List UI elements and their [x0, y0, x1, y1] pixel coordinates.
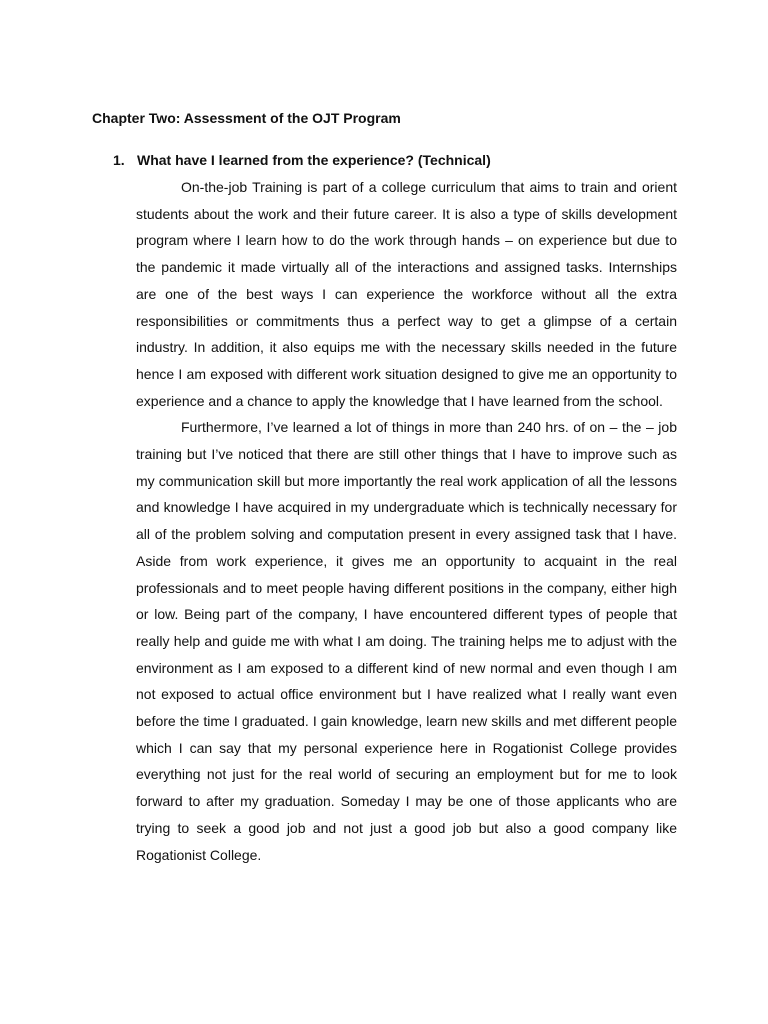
- chapter-title: Chapter Two: Assessment of the OJT Program: [92, 110, 401, 126]
- body-text: [136, 174, 677, 868]
- question-heading: [113, 150, 491, 170]
- question-text: What have I learned from the experience? (Technical): [137, 152, 491, 168]
- paragraph-1: On-the-job Training is part of a college curriculum that aims to train and orient students about the work and their future career. It is also a type of skills development program where I learn how to do the work through hands – on experience but due to the pandemic it made virtually all of the interactions and assigned tasks. Internships are one of the best ways I can experience the workforce without all the extra responsibilities or commitments thus a perfect way to get a glimpse of a certain industry. In addition, it also equips me with the necessary skills needed in the future hence I am exposed with different work situation designed to give me an opportunity to experience and a chance to apply the knowledge that I have learned from the school.: [136, 179, 677, 409]
- paragraph-2: Furthermore, I’ve learned a lot of things in more than 240 hrs. of on – the – job training but I’ve noticed that there are still other things that I have to improve such as my communication skill but more importantly the real work application of all the lessons and knowledge I have acquired in my undergraduate which is technically necessary for all of the problem solving and computation present in every assigned task that I have. Aside from work experience, it gives me an opportunity to acquaint in the real professionals and to meet people having different positions in the company, either high or low. Being part of the company, I have encountered different types of people that really help and guide me with what I am doing. The training helps me to adjust with the environment as I am exposed to a different kind of new normal and even though I am not exposed to actual office environment but I have realized what I really want even before the time I graduated. I gain knowledge, learn new skills and met different people which I can say that my personal experience here in Rogationist College provides everything not just for the real world of securing an employment but for me to look forward to after my graduation. Someday I may be one of those applicants who are trying to seek a good job and not just a good job but also a good company like Rogationist College.: [136, 419, 677, 863]
- question-number: 1.: [113, 152, 125, 168]
